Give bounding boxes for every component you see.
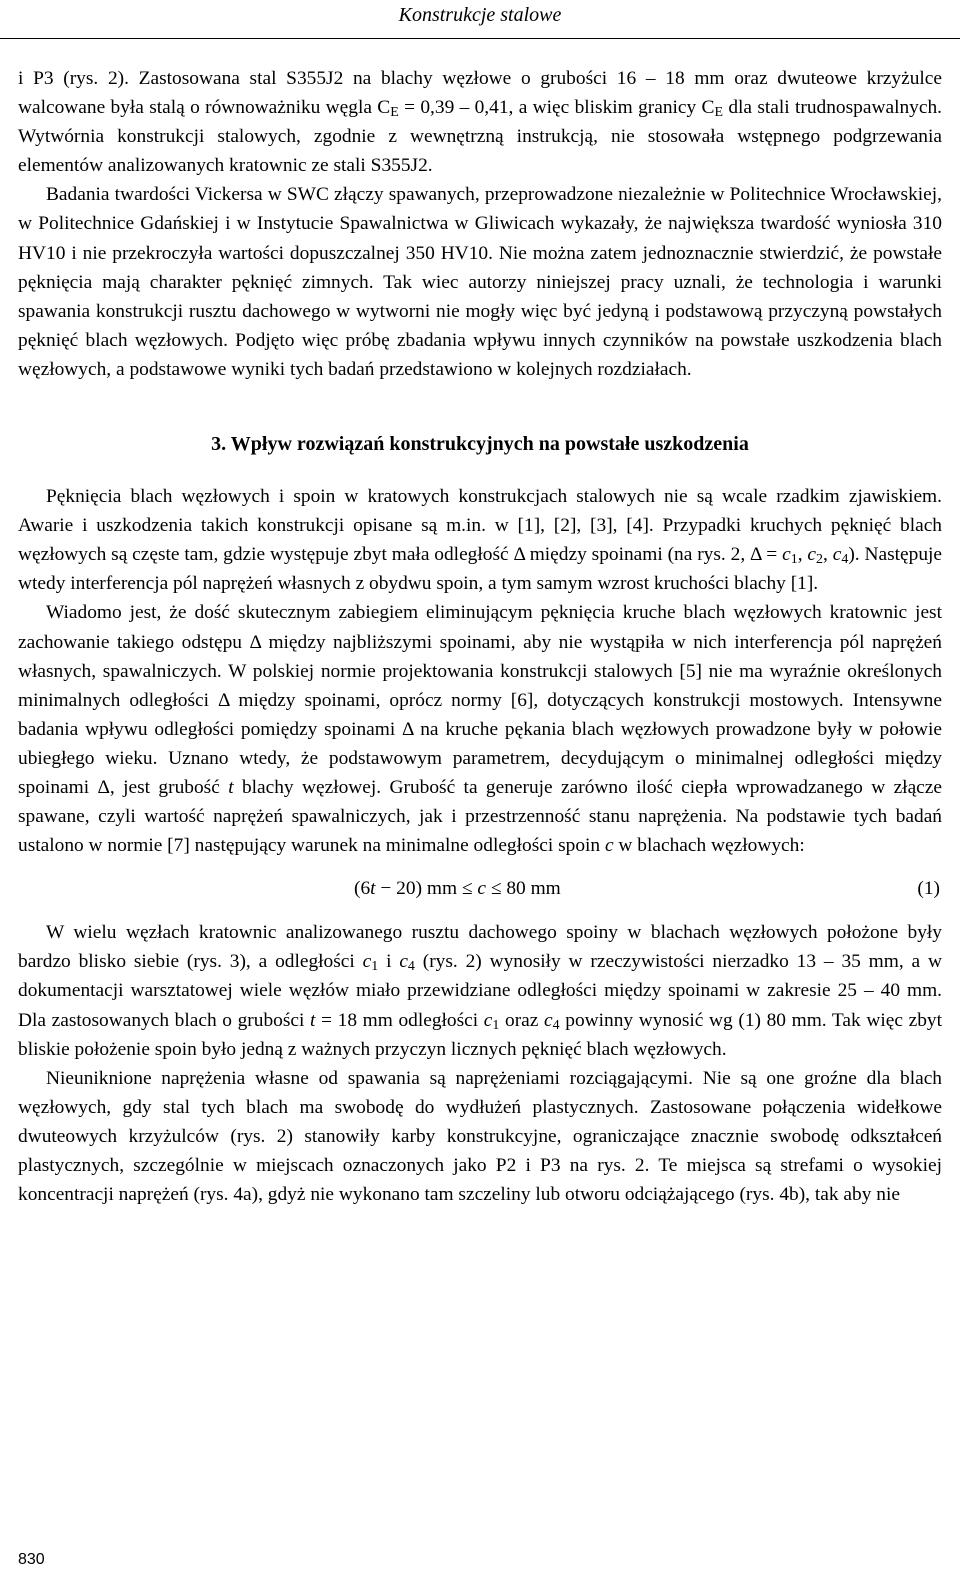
paragraph-residual-stress: Nieuniknione naprężenia własne od spawania są naprężeniami rozciągającymi. Nie są one groźne dla blach węzłowych, gdy stal tych blach ma swobodę do wydłużeń plastycznych. Zastosowane połączenia widełkowe dwuteowych krzyżulców (rys. 2) stanowiły karby konstrukcyjne, ograniczające znacznie swobodę odkształceń plastycznych, szczególnie w miejscach oznaczonych jako P2 i P3 na rys. 2. Te miejsca są strefami o wysokiej koncentracji naprężeń (rys. 4a), gdyż nie wykonano tam szczeliny lub otworu odciążającego (rys. 4b), tak aby nie [18,1067,942,1206]
paragraph-roof-nodes: W wielu węzłach kratownic analizowanego rusztu dachowego spoiny w blachach węzłowych położone były bardzo blisko siebie (rys. 3), a odległości $c_1$ i $c_4$ (rys. 2) wynosiły w rzeczywistości nierzadko 13 – 35 mm, a w dokumentacji warsztatowej wiele węzłów miało przewidziane odległości między spoinami w zakresie 25 – 40 mm. Dla zastosowanych blach o grubości t = 18 mm odległości $c_1$ oraz $c_4$ powinny wynosić wg (1) 80 mm. Tak więc zbyt bliskie położenie spoin było jedną z ważnych przyczyn licznych pęknięć blach węzłowych. [18,922,942,1060]
paragraph-cracks-intro: Pęknięcia blach węzłowych i spoin w kratowych konstrukcjach stalowych nie są wcale rzadkim zjawiskiem. Awarie i uszkodzenia takich konstrukcji opisane są m.in. w [1], [2], [3], [4]. Przypadki kruchych pęknięć blach węzłowych są częste tam, gdzie występuje zbyt mała odległość Δ między spoinami (na rys. 2, $\Delta = c_1$, $c_2$, $c_4$). Następuje wtedy interferencja pól naprężeń własnych z obydwu spoin, a tym samym wzrost kruchości blachy [1]. [18,486,943,595]
paragraph-steel-grade: i P3 (rys. 2). Zastosowana stal S355J2 na blachy węzłowe o grubości 16 – 18 mm oraz dwuteowe krzyżulce walcowane była stalą o równoważniku węgla $C_E = 0,39 - 0,41$, a więc bliskim granicy $C_E$ dla stali trudnospawalnych. Wytwórnia konstrukcji stalowych, zgodnie z wewnętrzną instrukcją, nie stosowała wstępnego podgrzewania elementów analizowanych kratownic ze stali S355J2. [18,68,942,177]
page-content [18,64,942,1209]
equation-number: (1) [917,878,940,900]
section-heading: 3. Wpływ rozwiązań konstrukcyjnych na powstałe uszkodzenia [211,433,749,456]
paragraph-weld-spacing: Wiadomo jest, że dość skutecznym zabiegiem eliminującym pęknięcia kruche blach węzłowych kratownic jest zachowanie takiego odstępu Δ między najbliższymi spoinami, aby nie wystąpiła w nich interferencja pól naprężeń własnych, spawalniczych. W polskiej normie projektowania konstrukcji stalowych [5] nie ma wyraźnie określonych minimalnych odległości Δ między spoinami, oprócz normy [6], dotyczących konstrukcji mostowych. Intensywne badania wpływu odległości pomiędzy spoinami Δ na kruche pękania blach węzłowych prowadzone były w połowie ubiegłego wieku. Uznano wtedy, że podstawowym parametrem, decydującym o minimalnej odległości między spoinami Δ, jest grubość t blachy węzłowej. Grubość ta generuje zarówno ilość ciepła wprowadzanego w złącze spawane, czyli wartość naprężeń spawalniczych, jak i przestrzenność stanu naprężenia. Na podstawie tych badań ustalono w normie [7] następujący warunek na minimalne odległości spoin c w blachach węzłowych: [18,602,942,857]
equation-1 [18,874,942,904]
header-rule [0,38,960,39]
running-header-title: Konstrukcje stalowe [398,4,562,26]
equation-expression: (6t − 20) mm ≤ c ≤ 80 mm [354,878,561,900]
paragraph-hardness-tests: Badania twardości Vickersa w SWC złączy spawanych, przeprowadzone niezależnie w Politechnice Wrocławskiej, w Politechnice Gdańskiej i w Instytucie Spawalnictwa w Gliwicach wykazały, że największa twardość wyniosła 310 HV10 i nie przekroczyła wartości dopuszczalnej 350 HV10. Nie można zatem jednoznacznie stwierdzić, że powstałe pęknięcia mają charakter pęknięć zimnych. Tak wiec autorzy niniejszej pracy uznali, że technologia i warunki spawania konstrukcji rusztu dachowego w wytworni nie mogły więc być jedyną i podstawową przyczyną powstałych pęknięć blach węzłowych. Podjęto więc próbę zbadania wpływu innych czynników na powstałe uszkodzenia blach węzłowych, a podstawowe wyniki tych badań przedstawiono w kolejnych rozdziałach. [18,184,942,380]
page-number: 830 [18,1551,45,1568]
running-header [0,0,960,42]
